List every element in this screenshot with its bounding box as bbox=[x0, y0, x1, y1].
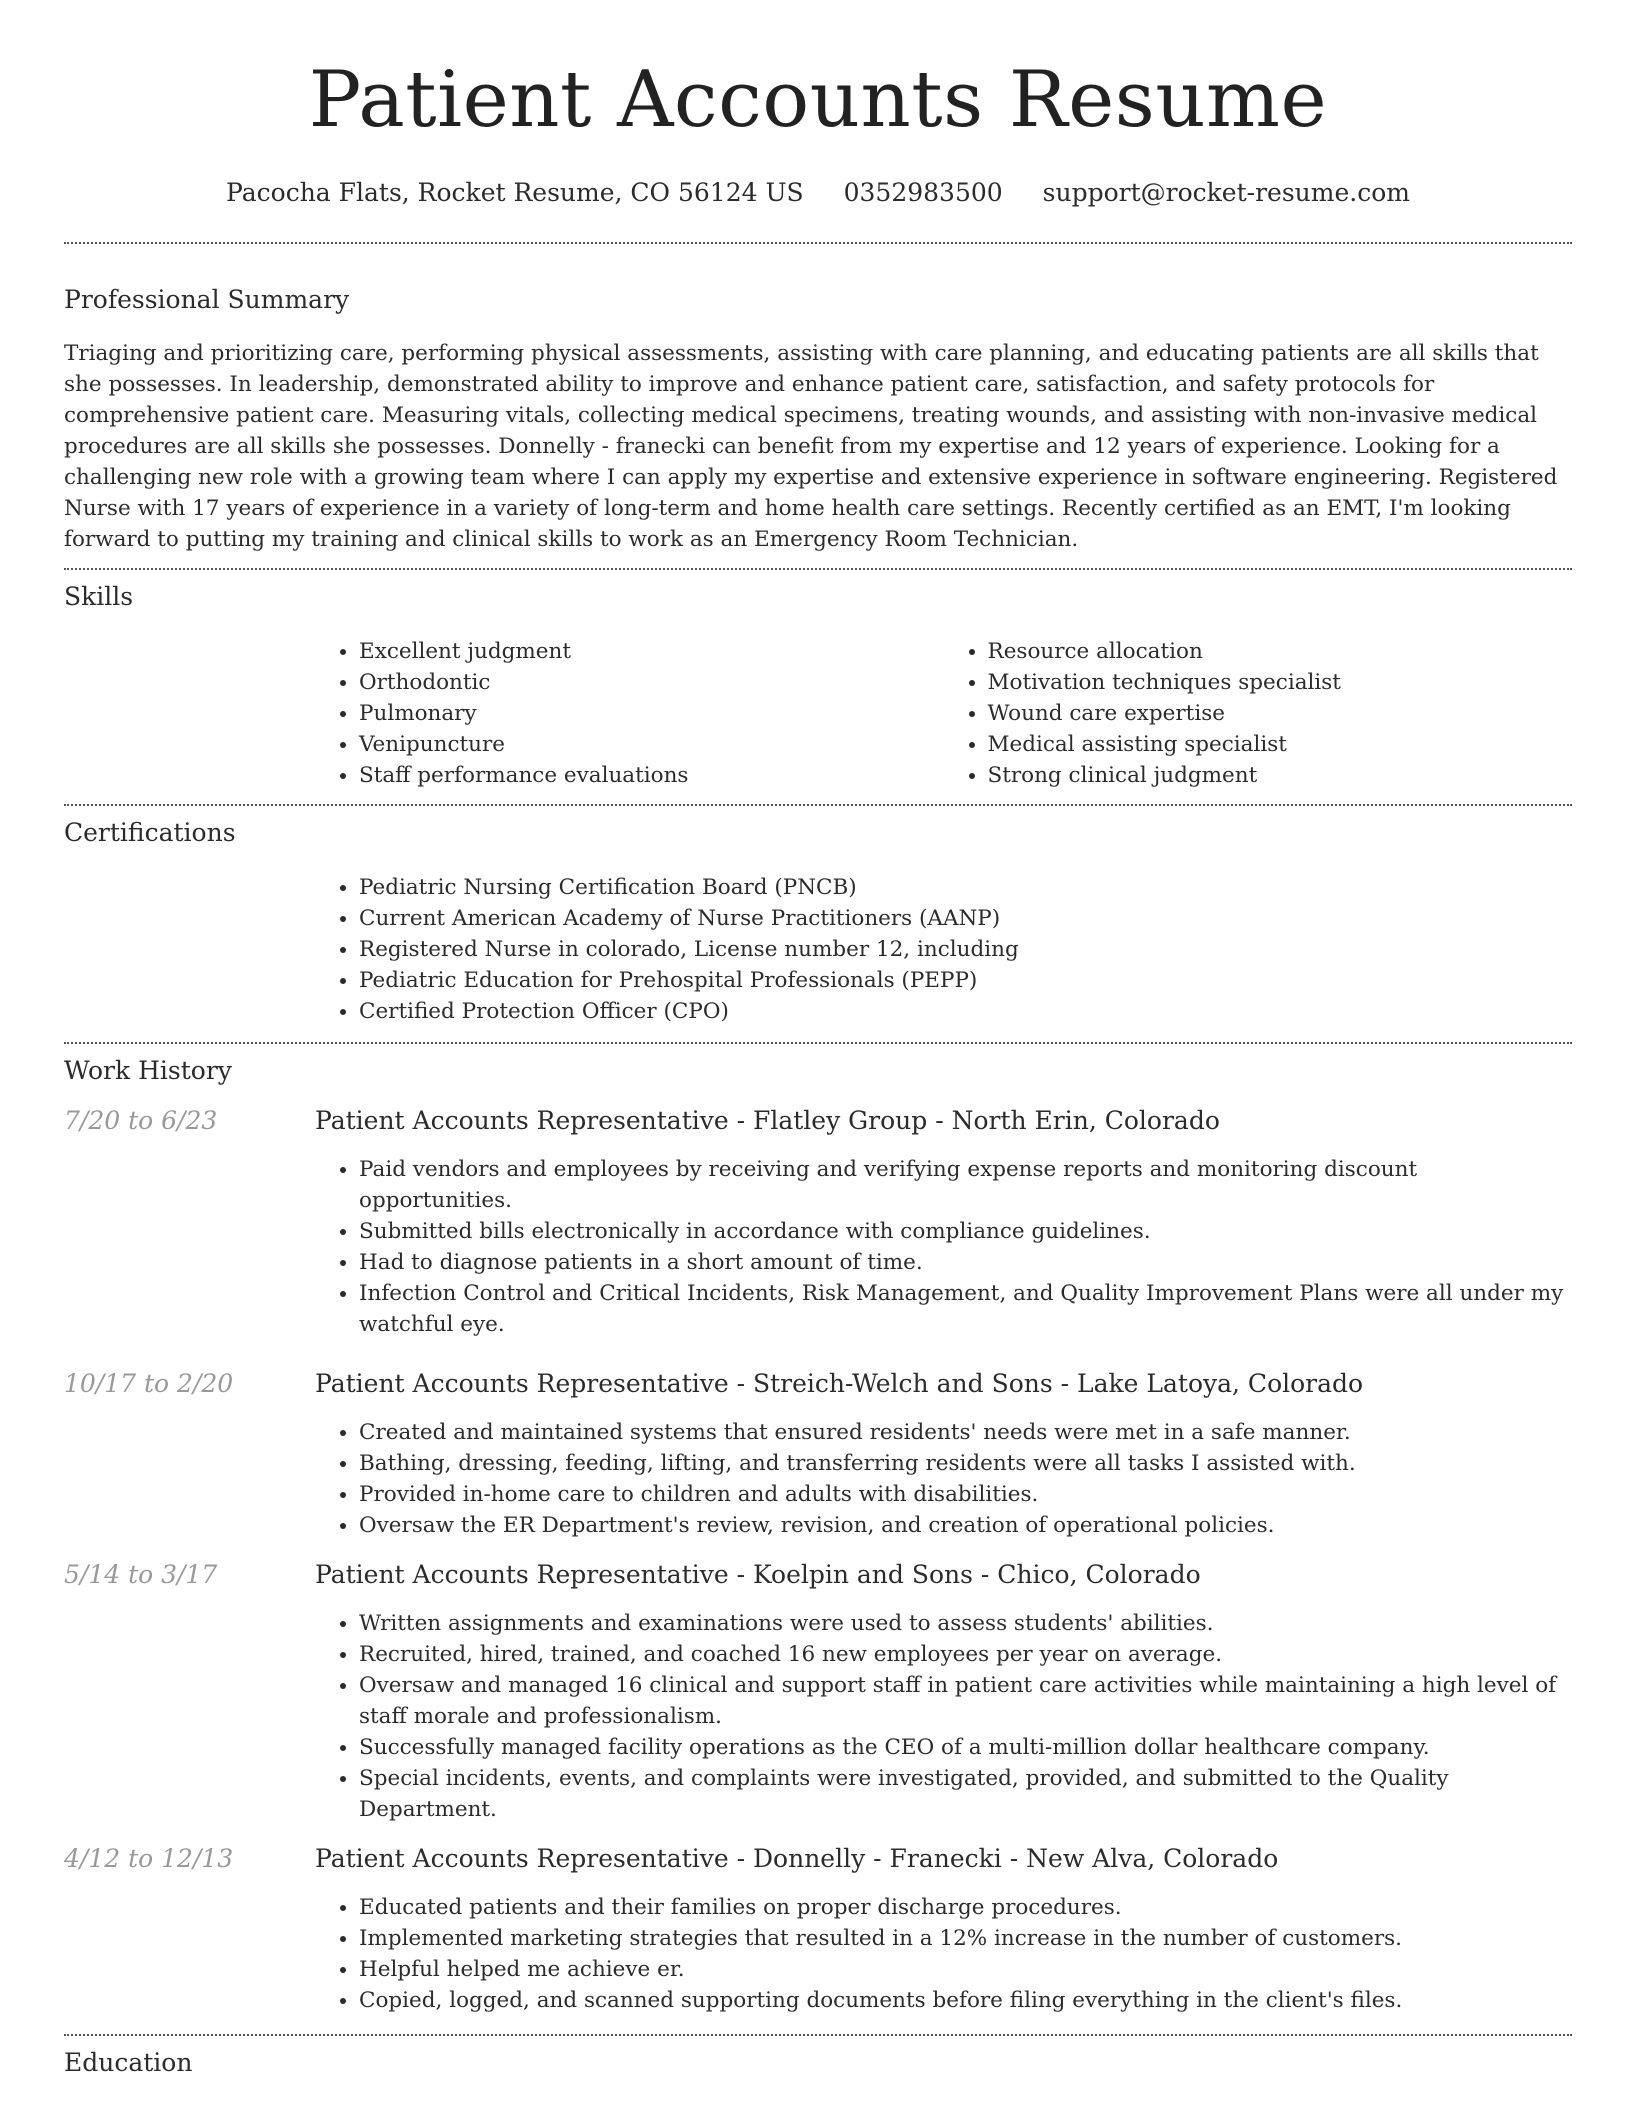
contact-phone: 0352983500 bbox=[843, 178, 1003, 207]
section-title-certifications: Certifications bbox=[64, 818, 236, 847]
job-header bbox=[64, 1844, 1572, 1884]
job-bullet: • Successfully managed facility operations as the CEO of a multi-million dollar healthcare company. bbox=[359, 1732, 1572, 1763]
job-bullet: • Copied, logged, and scanned supporting documents before filing everything in the client's files. bbox=[359, 1985, 1572, 2016]
job-bullet: • Oversaw the ER Department's review, revision, and creation of operational policies. bbox=[359, 1510, 1572, 1541]
job-title: Patient Accounts Representative - Koelpin and Sons - Chico, Colorado bbox=[315, 1560, 1201, 1589]
skill-item: • Orthodontic bbox=[359, 667, 944, 698]
job-bullet: • Had to diagnose patients in a short amount of time. bbox=[359, 1247, 1572, 1278]
certifications-list bbox=[315, 872, 1572, 1027]
job-bullet: • Special incidents, events, and complaints were investigated, provided, and submitted to the Quality Department. bbox=[359, 1763, 1572, 1825]
job-entry bbox=[64, 1369, 1572, 1541]
skill-item: • Wound care expertise bbox=[988, 698, 1573, 729]
section-title-work-history: Work History bbox=[64, 1056, 232, 1085]
contact-address: Pacocha Flats, Rocket Resume, CO 56124 US bbox=[226, 178, 804, 207]
skill-item: • Medical assisting specialist bbox=[988, 729, 1573, 760]
divider bbox=[64, 242, 1572, 244]
divider bbox=[64, 804, 1572, 806]
skill-item: • Pulmonary bbox=[359, 698, 944, 729]
section-title-education: Education bbox=[64, 2048, 193, 2077]
skill-item: • Excellent judgment bbox=[359, 636, 944, 667]
job-bullet: • Educated patients and their families on proper discharge procedures. bbox=[359, 1892, 1572, 1923]
job-bullets bbox=[315, 1608, 1572, 1825]
job-bullet: • Provided in-home care to children and adults with disabilities. bbox=[359, 1479, 1572, 1510]
job-header bbox=[64, 1369, 1572, 1409]
job-entry bbox=[64, 1106, 1572, 1340]
job-bullet: • Implemented marketing strategies that resulted in a 12% increase in the number of customers. bbox=[359, 1923, 1572, 1954]
job-bullets bbox=[315, 1892, 1572, 2016]
skill-item: • Strong clinical judgment bbox=[988, 760, 1573, 791]
job-bullet: • Created and maintained systems that ensured residents' needs were met in a safe manner. bbox=[359, 1417, 1572, 1448]
job-title: Patient Accounts Representative - Donnelly - Franecki - New Alva, Colorado bbox=[315, 1844, 1279, 1873]
job-bullet: • Helpful helped me achieve er. bbox=[359, 1954, 1572, 1985]
skill-item: • Venipuncture bbox=[359, 729, 944, 760]
divider bbox=[64, 1042, 1572, 1044]
divider bbox=[64, 2034, 1572, 2036]
contact-line bbox=[64, 176, 1572, 210]
resume-page bbox=[64, 0, 1572, 2078]
skills-list-left bbox=[315, 636, 944, 791]
section-title-summary: Professional Summary bbox=[64, 285, 350, 314]
job-bullets bbox=[315, 1417, 1572, 1541]
certification-item: • Pediatric Nursing Certification Board (PNCB) bbox=[359, 872, 1572, 903]
certification-item: • Current American Academy of Nurse Practitioners (AANP) bbox=[359, 903, 1572, 934]
job-header bbox=[64, 1560, 1572, 1600]
skill-item: • Motivation techniques specialist bbox=[988, 667, 1573, 698]
certification-item: • Certified Protection Officer (CPO) bbox=[359, 996, 1572, 1027]
job-dates: 7/20 to 6/23 bbox=[64, 1106, 218, 1135]
contact-email: support@rocket-resume.com bbox=[1042, 178, 1410, 207]
job-title: Patient Accounts Representative - Flatley Group - North Erin, Colorado bbox=[315, 1106, 1220, 1135]
job-bullet: • Recruited, hired, trained, and coached 16 new employees per year on average. bbox=[359, 1639, 1572, 1670]
job-bullet: • Written assignments and examinations were used to assess students' abilities. bbox=[359, 1608, 1572, 1639]
skills-columns bbox=[315, 636, 1572, 791]
job-header bbox=[64, 1106, 1572, 1146]
skill-item: • Resource allocation bbox=[988, 636, 1573, 667]
job-title: Patient Accounts Representative - Streich-Welch and Sons - Lake Latoya, Colorado bbox=[315, 1369, 1364, 1398]
job-bullet: • Paid vendors and employees by receiving and verifying expense reports and monitoring discount opportunities. bbox=[359, 1154, 1572, 1216]
job-entry bbox=[64, 1560, 1572, 1825]
job-bullet: • Infection Control and Critical Incidents, Risk Management, and Quality Improvement Plans were all under my watchful eye. bbox=[359, 1278, 1572, 1340]
summary-text: Triaging and prioritizing care, performing physical assessments, assisting with care planning, and educating patients are all skills that she possesses. In leadership, demonstrated ability to improve and enhance patient care, satisfaction, and safety protocols for comprehensive patient care. Measuring vitals, collecting medical specimens, treating wounds, and assisting with non-invasive medical procedures are all skills she possesses. Donnelly - franecki can benefit from my expertise and 12 years of experience. Looking for a challenging new role with a growing team where I can apply my expertise and extensive experience in software engineering. Registered Nurse with 17 years of experience in a variety of long-term and home health care settings. Recently certified as an EMT, I'm looking forward to putting my training and clinical skills to work as an Emergency Room Technician. bbox=[64, 341, 1558, 552]
certification-item: • Pediatric Education for Prehospital Professionals (PEPP) bbox=[359, 965, 1572, 996]
section-title-skills: Skills bbox=[64, 582, 134, 611]
job-bullets bbox=[315, 1154, 1572, 1340]
job-entry bbox=[64, 1844, 1572, 2016]
certification-item: • Registered Nurse in colorado, License number 12, including bbox=[359, 934, 1572, 965]
job-dates: 10/17 to 2/20 bbox=[64, 1369, 234, 1398]
job-bullet: • Submitted bills electronically in accordance with compliance guidelines. bbox=[359, 1216, 1572, 1247]
job-dates: 4/12 to 12/13 bbox=[64, 1844, 234, 1873]
skills-list-right bbox=[944, 636, 1573, 791]
resume-title: Patient Accounts Resume bbox=[308, 55, 1328, 145]
skill-item: • Staff performance evaluations bbox=[359, 760, 944, 791]
job-bullet: • Oversaw and managed 16 clinical and support staff in patient care activities while maintaining a high level of staff morale and professionalism. bbox=[359, 1670, 1572, 1732]
job-dates: 5/14 to 3/17 bbox=[64, 1560, 218, 1589]
job-bullet: • Bathing, dressing, feeding, lifting, and transferring residents were all tasks I assisted with. bbox=[359, 1448, 1572, 1479]
divider bbox=[64, 568, 1572, 570]
